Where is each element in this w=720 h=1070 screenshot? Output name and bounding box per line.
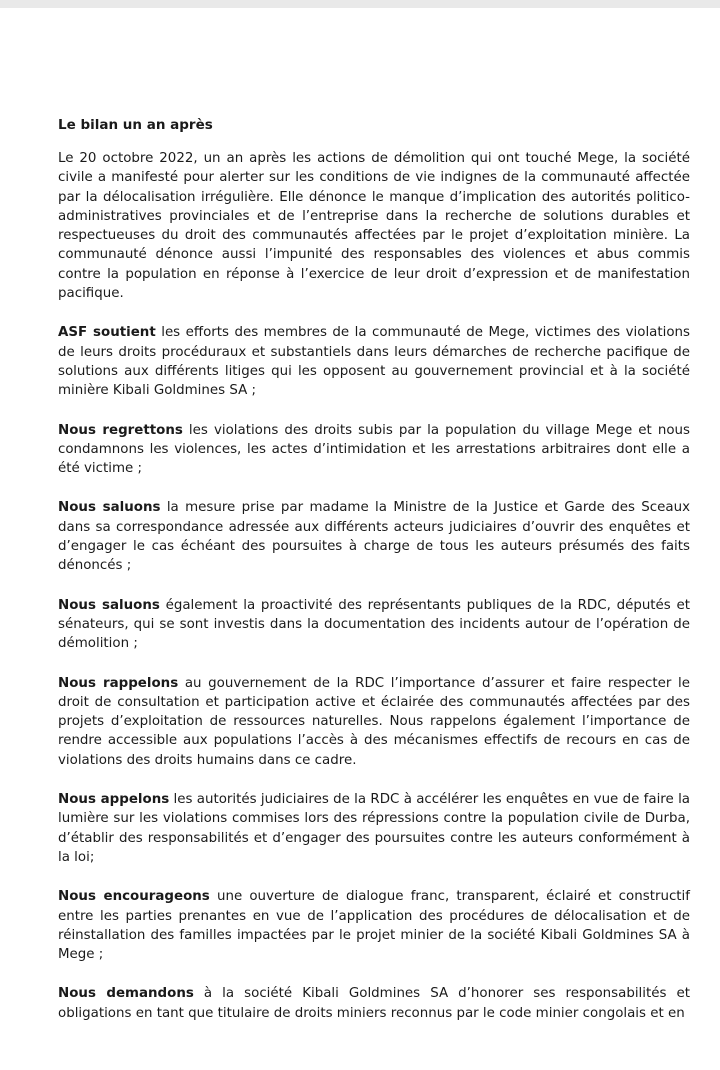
paragraph-asf-soutient: [58, 323, 690, 400]
paragraph-intro: [58, 149, 690, 303]
document-page: [58, 115, 690, 1043]
paragraph-lead: Nous demandons: [58, 986, 194, 1002]
paragraph-text: les violations des droits subis par la population du village Mege et nous condamnons les violences, les actes d’intimidation et les arrestations arbitraires dont elle a été victime ;: [58, 422, 690, 477]
paragraph-nous-demandons: [58, 984, 690, 1023]
paragraph-text: les efforts des membres de la communauté de Mege, victimes des violations de leurs droits procéduraux et substantiels dans leurs démarches de recherche pacifique de solutions aux différents litiges qui les opposent au gouvernement provincial et à la société minière Kibali Goldmines SA ;: [58, 325, 691, 399]
paragraph-text: Le 20 octobre 2022, un an après les actions de démolition qui ont touché Mege, la société civile a manifesté pour alerter sur les conditions de vie indignes de la communauté affectée par la délocalisation irrégulière. Elle dénonce le manque d’implication des autorités politico-administratives provinciales et de l’entreprise dans la recherche de solutions durables et respectueuses du droit des communautés affectées par le projet d’exploitation minière. La communauté dénonce aussi l’impunité des responsables des violences et abus commis contre la population en réponse à l’exercice de leur droit d’expression et de manifestation pacifique.: [58, 151, 690, 302]
paragraph-text: une ouverture de dialogue franc, transparent, éclairé et constructif entre les parties prenantes en vue de l’application des procédures de délocalisation et de réinstallation des familles impactées par le projet minier de la société Kibali Goldmines SA à Mege ;: [58, 889, 690, 963]
paragraph-nous-regrettons: [58, 421, 690, 479]
paragraph-lead: Nous saluons: [58, 597, 160, 613]
paragraph-text: également la proactivité des représentants publiques de la RDC, députés et sénateurs, qui se sont investis dans la documentation des incidents autour de l’opération de démolition ;: [58, 597, 690, 652]
paragraph-lead: Nous saluons: [58, 500, 161, 516]
top-margin-strip: [0, 0, 720, 8]
paragraph-nous-saluons-2: [58, 596, 690, 654]
paragraph-lead: Nous encourageons: [58, 889, 210, 905]
paragraph-lead: Nous appelons: [58, 792, 170, 808]
paragraph-text: les autorités judiciaires de la RDC à accélérer les enquêtes en vue de faire la lumière sur les violations commises lors des répressions contre la population civile de Durba, d’établir des responsabilités et d’engager des poursuites contre les auteurs conformément à la loi;: [58, 792, 690, 865]
paragraph-text: à la société Kibali Goldmines SA d’honorer ses responsabilités et obligations en tant que titulaire de droits miniers reconnus par le code minier congolais et en: [58, 986, 690, 1021]
paragraph-lead: Nous regrettons: [58, 422, 183, 438]
paragraph-nous-saluons-1: [58, 498, 690, 575]
section-heading: Le bilan un an après: [58, 117, 213, 133]
paragraph-text: au gouvernement de la RDC l’importance d’assurer et faire respecter le droit de consultation et participation active et éclairée des communautés affectées par des projets d’exploitation de ressources naturelles. Nous rappelons également l’importance de rendre accessible aux populations l’accès à des mécanismes effectifs de recours en cas de violations des droits humains dans ce cadre.: [58, 675, 690, 768]
paragraph-nous-appelons: [58, 790, 690, 867]
paragraph-nous-encourageons: [58, 887, 690, 964]
paragraph-lead: Nous rappelons: [58, 675, 179, 691]
paragraph-lead: ASF soutient: [58, 325, 156, 341]
paragraph-text: la mesure prise par madame la Ministre de la Justice et Garde des Sceaux dans sa correspondance adressée aux différents acteurs judiciaires d’ouvrir des enquêtes et d’engager le cas échéant des poursuites à charge de tous les auteurs présumés des faits dénoncés ;: [58, 500, 691, 574]
paragraph-nous-rappelons: [58, 674, 690, 770]
